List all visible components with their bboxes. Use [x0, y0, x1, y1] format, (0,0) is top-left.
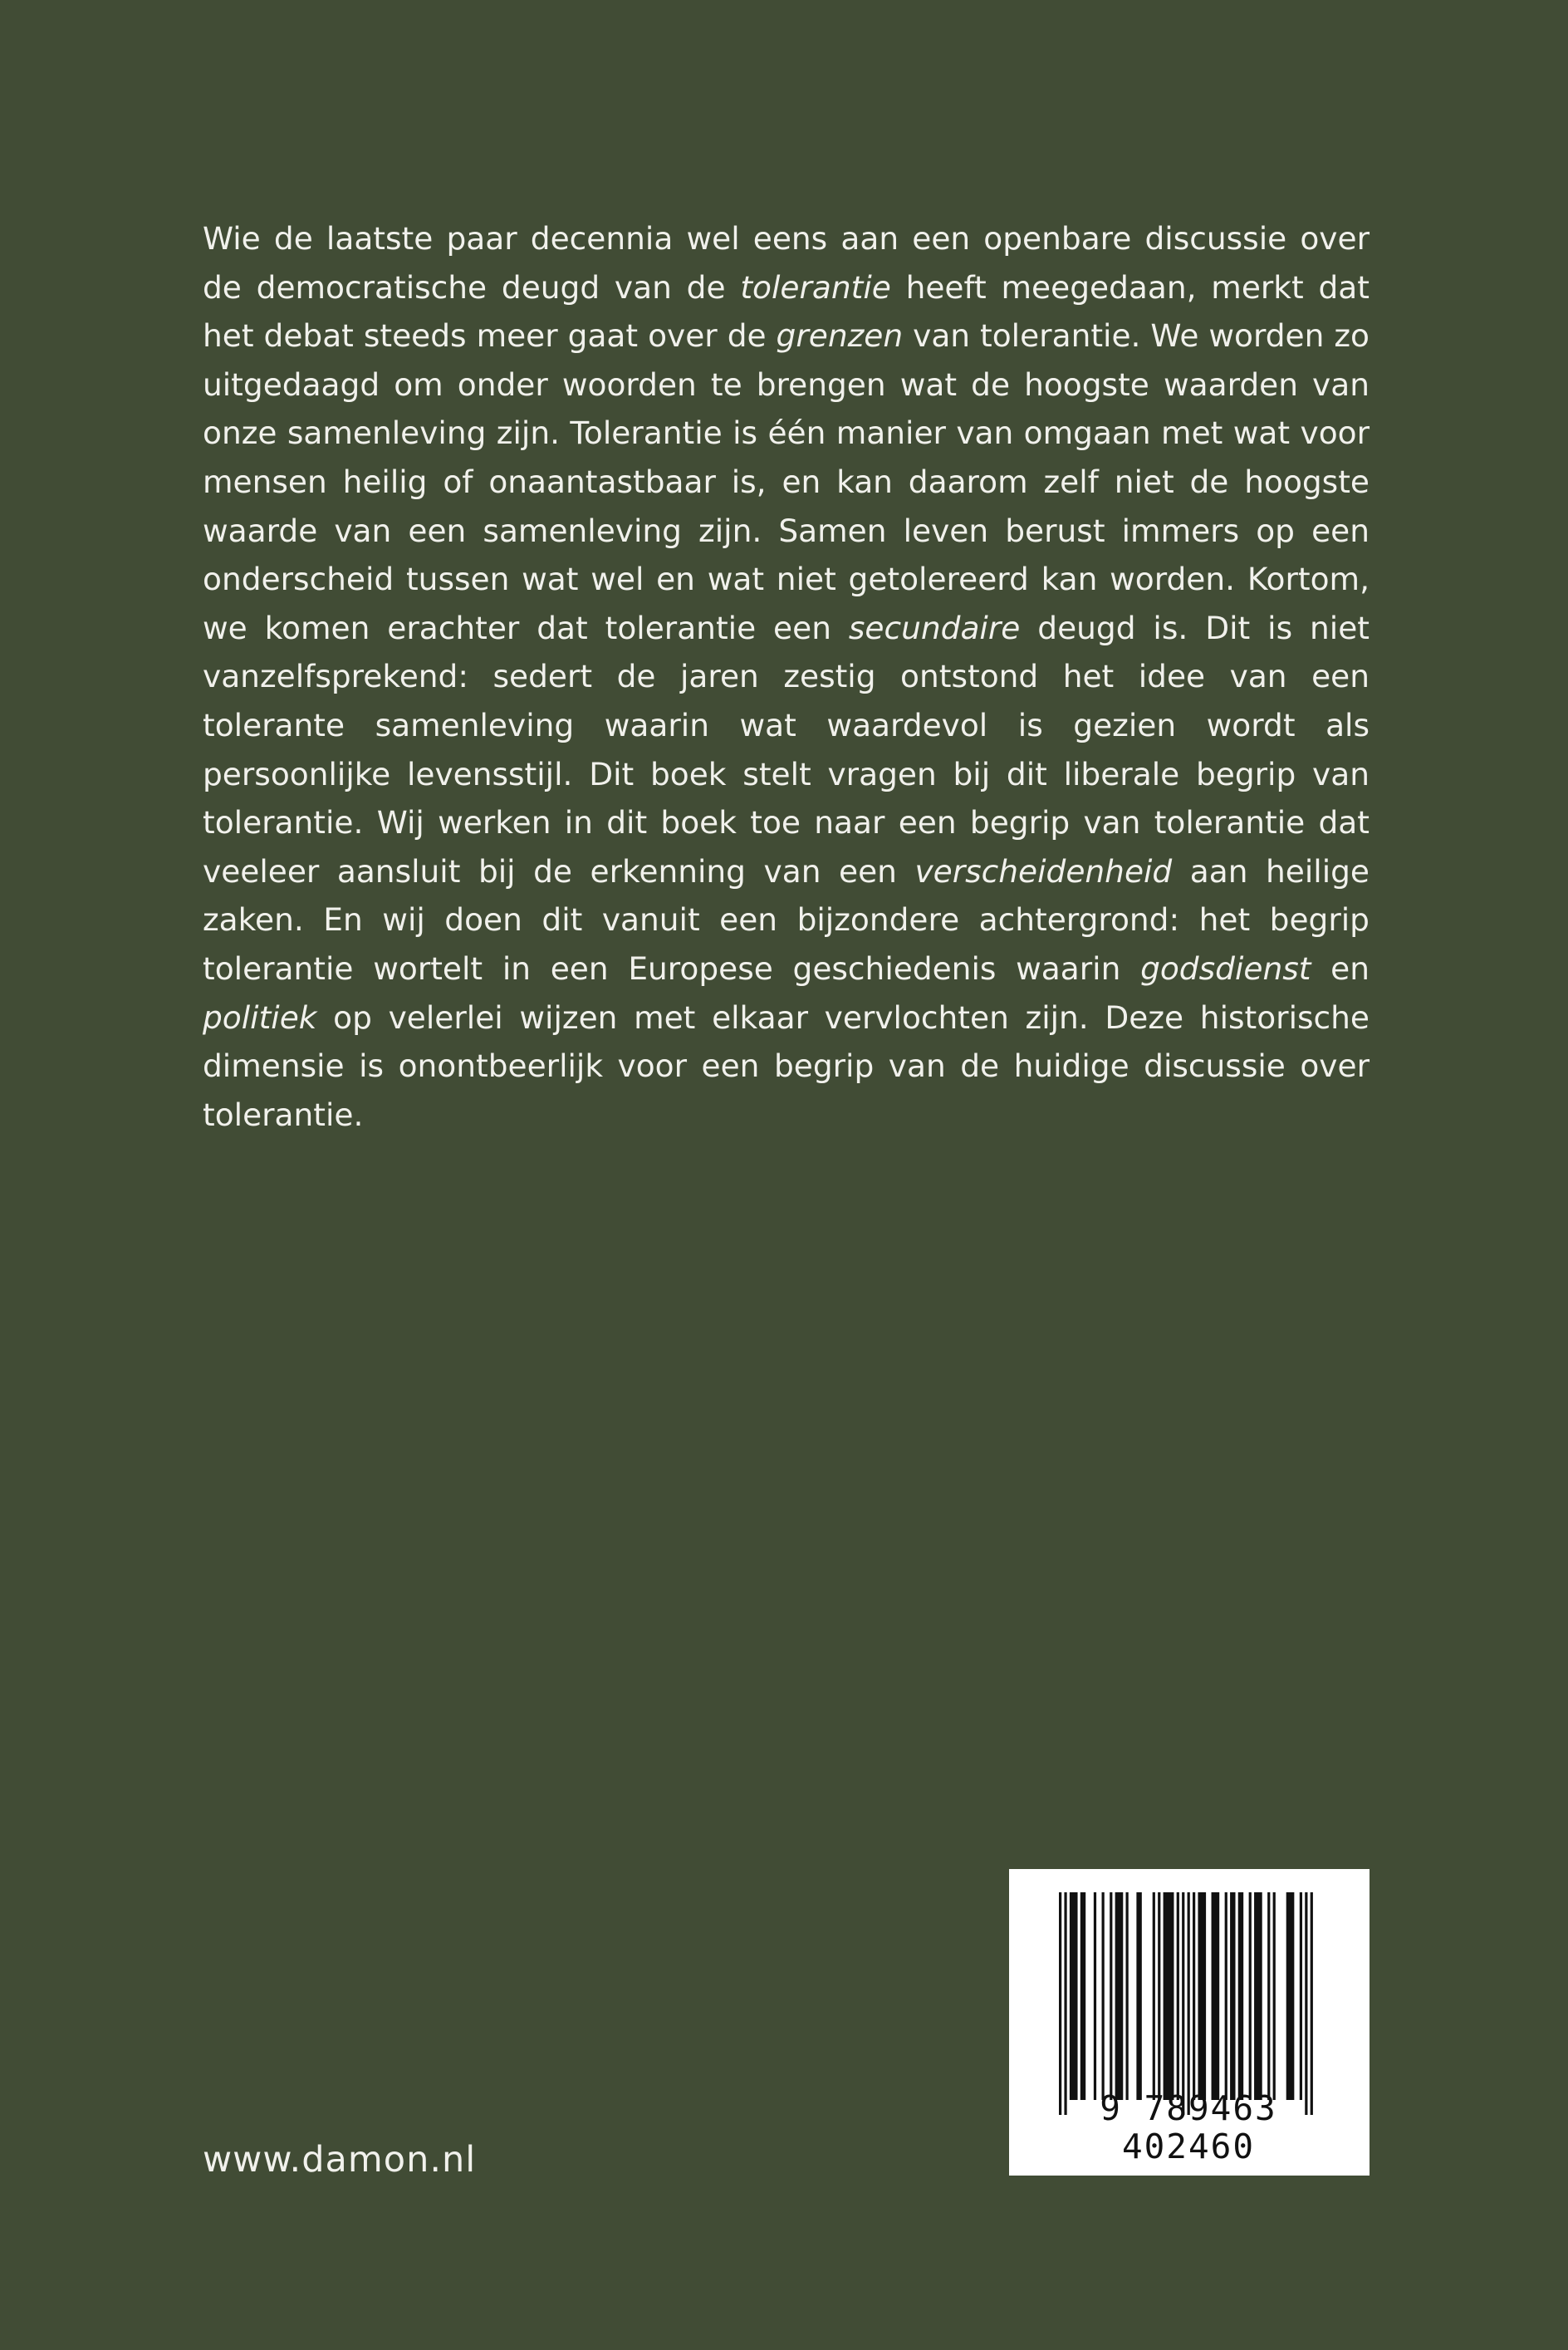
barcode-guard-bar — [1059, 1892, 1061, 2115]
barcode-bar — [1300, 1892, 1302, 2100]
barcode-bar — [1249, 1892, 1252, 2100]
barcode-bar — [1115, 1892, 1124, 2100]
barcode-bar — [1254, 1892, 1262, 2100]
blurb-emphasis-verscheidenheid: verscheidenheid — [914, 852, 1173, 890]
barcode-bar — [1198, 1892, 1206, 2100]
barcode-guard-bar — [1305, 1892, 1307, 2115]
barcode-bar — [1153, 1892, 1155, 2100]
blurb-text: Wie de laatste paar decennia wel eens aan een openbare discussie over de democratische deugd van de — [203, 220, 1370, 306]
back-cover-blurb — [203, 214, 1370, 1139]
isbn-number: 9 789463 402460 — [1100, 2088, 1277, 2166]
blurb-text: en — [1311, 949, 1370, 987]
barcode-bar — [1230, 1892, 1235, 2100]
barcode-bar — [1225, 1892, 1227, 2100]
blurb-emphasis-secundaire: secundaire — [848, 609, 1021, 646]
barcode-bar — [1238, 1892, 1243, 2100]
barcode-bar — [1273, 1892, 1276, 2100]
barcode-guard-bar — [1188, 1892, 1190, 2115]
barcode-guard-bar — [1182, 1892, 1184, 2115]
blurb-emphasis-politiek: politiek — [203, 998, 317, 1036]
barcode-bar — [1177, 1892, 1179, 2100]
blurb-emphasis-grenzen: grenzen — [776, 317, 904, 355]
blurb-text: op velerlei wijzen met elkaar vervlochten zijn. Deze historische dimensie is onontbeerlijk voor een begrip van de huidige discussie over tolerantie. — [203, 998, 1370, 1133]
barcode-bar — [1164, 1892, 1174, 2100]
barcode-bar — [1212, 1892, 1220, 2100]
barcode-bar — [1102, 1892, 1105, 2100]
barcode-bar — [1267, 1892, 1270, 2100]
barcode-bar — [1094, 1892, 1096, 2100]
blurb-emphasis-godsdienst: godsdienst — [1140, 949, 1311, 987]
barcode-bar — [1110, 1892, 1112, 2100]
blurb-text: heeft meegedaan, merkt dat het debat steeds meer gaat over de — [203, 268, 1370, 355]
barcode-bar — [1126, 1892, 1129, 2100]
barcode-guard-bar — [1311, 1892, 1313, 2115]
barcode-bar — [1080, 1892, 1085, 2100]
barcode-bar — [1286, 1892, 1295, 2100]
blurb-text: aan heilige zaken. En wij doen dit vanuit een bijzondere achtergrond: het begrip tolerantie wortelt in een Europese geschiedenis waarin — [203, 852, 1370, 987]
blurb-emphasis-tolerantie: tolerantie — [740, 268, 891, 306]
barcode-bar — [1136, 1892, 1141, 2100]
barcode-bar — [1158, 1892, 1160, 2100]
publisher-website: www.damon.nl — [203, 2139, 477, 2181]
barcode-guard-bar — [1064, 1892, 1066, 2115]
barcode-bar — [1070, 1892, 1078, 2100]
isbn-barcode — [1009, 1869, 1370, 2176]
blurb-text: van tolerantie. We worden zo uitgedaagd om onder woorden te brengen wat de hoogste waarden van onze samenleving zijn. Tolerantie is één manier van omgaan met wat voor mensen heilig of onaantastbaar is, en kan daarom zelf niet de hoogste waarde van een samenleving zijn. Samen leven berust immers op een onderscheid tussen wat wel en wat niet getolereerd kan worden. Kortom, we komen erachter dat tolerantie een — [203, 317, 1370, 646]
blurb-text: deugd is. Dit is niet vanzelfsprekend: sedert de jaren zestig ontstond het idee van een tolerante samenleving waarin wat waardevol is gezien wordt als persoonlijke levensstijl. Dit boek stelt vragen bij dit liberale begrip van tolerantie. Wij werken in dit boek toe naar een begrip van tolerantie dat veeleer aansluit bij de erkenning van een — [203, 609, 1370, 890]
barcode-bar — [1193, 1892, 1195, 2100]
